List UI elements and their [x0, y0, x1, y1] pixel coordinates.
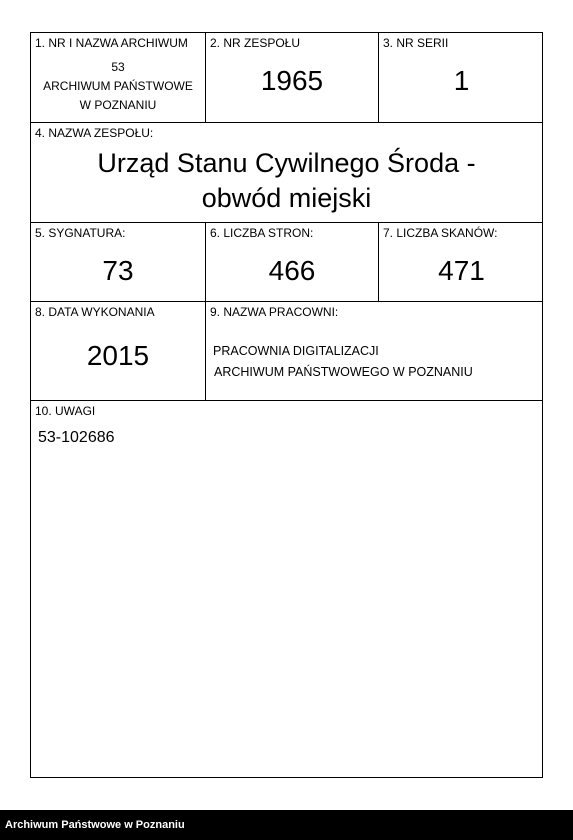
- scans-cell: [379, 223, 544, 301]
- workshop-line2: ARCHIWUM PAŃSTWOWEGO W POZNANIU: [214, 365, 473, 379]
- row-counts: [31, 223, 542, 302]
- fonds-number-value: 1965: [260, 65, 324, 96]
- row-archive: [31, 33, 542, 123]
- date-value: 2015: [86, 340, 150, 371]
- row-date-workshop: [31, 302, 542, 401]
- footer-text: Archiwum Państwowe w Poznaniu: [5, 819, 185, 831]
- signature-value: 73: [102, 255, 134, 286]
- scans-label: 7. LICZBA SKANÓW:: [383, 226, 498, 240]
- pages-value: 466: [268, 255, 316, 286]
- pages-label: 6. LICZBA STRON:: [210, 226, 314, 240]
- archive-number: 53: [111, 60, 125, 74]
- workshop-cell: [206, 302, 544, 400]
- fonds-name-line1: Urząd Stanu Cywilnego Środa -: [97, 148, 476, 178]
- pages-cell: [206, 223, 379, 301]
- archive-label: 1. NR I NAZWA ARCHIWUM: [35, 36, 188, 50]
- notes-label: 10. UWAGI: [35, 404, 96, 418]
- series-number-cell: [379, 33, 544, 122]
- archive-name-line1: ARCHIWUM PAŃSTWOWE: [43, 79, 193, 93]
- row-notes: [31, 401, 542, 777]
- fonds-number-cell: [206, 33, 379, 122]
- fonds-name-label: 4. NAZWA ZESPOŁU:: [35, 126, 154, 140]
- scans-value: 471: [438, 255, 485, 286]
- date-cell: [31, 302, 206, 400]
- footer-bar: [0, 810, 573, 840]
- workshop-label: 9. NAZWA PRACOWNI:: [210, 305, 339, 319]
- fonds-number-label: 2. NR ZESPOŁU: [210, 36, 301, 50]
- series-number-label: 3. NR SERII: [383, 36, 449, 50]
- notes-value: 53-102686: [38, 429, 115, 446]
- signature-cell: [31, 223, 206, 301]
- archive-cell: [31, 33, 206, 122]
- signature-label: 5. SYGNATURA:: [35, 226, 126, 240]
- archive-record-card: [30, 32, 543, 778]
- row-fonds-name: [31, 123, 542, 223]
- archive-name-line2: W POZNANIU: [79, 98, 157, 112]
- date-label: 8. DATA WYKONANIA: [35, 305, 155, 319]
- series-number-value: 1: [453, 65, 470, 96]
- fonds-name-line2: obwód miejski: [201, 183, 372, 213]
- workshop-line1: PRACOWNIA DIGITALIZACJI: [213, 344, 379, 358]
